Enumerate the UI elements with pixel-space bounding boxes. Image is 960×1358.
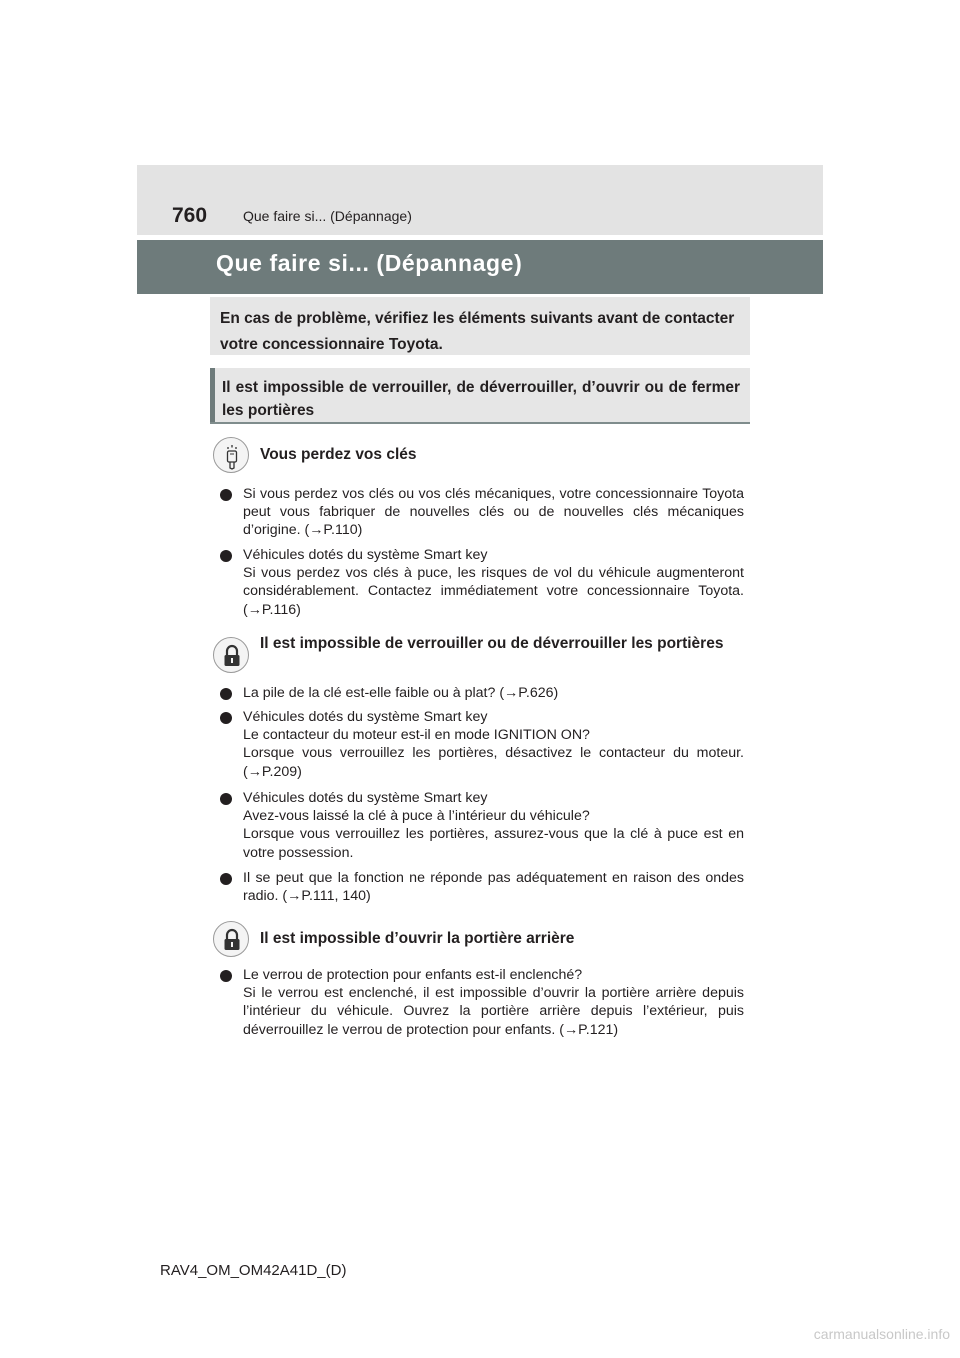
bullet-text: Véhicules dotés du système Smart key Avez-vous laissé la clé à puce à l’intérieur du véhicule? Lorsque vous verrouillez les portières, assurez-vous que la clé à puce est en votre possession. bbox=[243, 790, 744, 861]
key-icon bbox=[213, 437, 249, 473]
bullet-icon bbox=[220, 793, 232, 805]
list-item bbox=[220, 966, 744, 1039]
bullet-icon bbox=[220, 970, 232, 982]
intro-box bbox=[210, 297, 750, 355]
bullet-text: Il se peut que la fonction ne réponde pas adéquatement en raison des ondes radio. (→P.111, 140) bbox=[243, 870, 744, 905]
section-heading: Il est impossible de verrouiller, de déverrouiller, d’ouvrir ou de fermer les portières bbox=[222, 379, 740, 419]
model-code: RAV4_OM_OM42A41D_(D) bbox=[160, 1262, 347, 1279]
list-item bbox=[220, 485, 744, 540]
padlock-icon bbox=[213, 921, 249, 957]
bullet-text: Le verrou de protection pour enfants est-il enclenché? Si le verrou est enclenché, il est impossible d’ouvrir la portière arrière depuis l’intérieur du véhicule. Ouvrez la portière arrière depuis l’extérieur, puis déverrouillez le verrou de protection pour enfants. (→P.121) bbox=[243, 967, 744, 1038]
page-number: 760 bbox=[172, 204, 208, 227]
subsection-heading: Vous perdez vos clés bbox=[260, 446, 417, 463]
bullet-icon bbox=[220, 550, 232, 562]
bullet-icon bbox=[220, 688, 232, 700]
section-heading-box bbox=[210, 368, 750, 424]
list-item bbox=[220, 708, 744, 781]
list-item bbox=[220, 789, 744, 862]
list-item bbox=[220, 684, 744, 702]
running-title: Que faire si... (Dépannage) bbox=[243, 208, 412, 224]
subsection-heading: Il est impossible d’ouvrir la portière arrière bbox=[260, 930, 575, 947]
list-item bbox=[220, 546, 744, 619]
header-bar bbox=[137, 165, 823, 235]
bullet-text: La pile de la clé est-elle faible ou à plat? (→P.626) bbox=[243, 685, 559, 701]
bullet-icon bbox=[220, 712, 232, 724]
bullet-text: Si vous perdez vos clés ou vos clés mécaniques, votre concessionnaire Toyota peut vous fabriquer de nouvelles clés ou de nouvelles clés mécaniques d’origine. (→P.110) bbox=[243, 486, 744, 539]
bullet-text: Véhicules dotés du système Smart key Si vous perdez vos clés à puce, les risques de vol du véhicule augmenteront considérablement. Contactez immédiatement votre concessionnaire Toyota. (→P.116) bbox=[243, 547, 744, 618]
subsection-heading: Il est impossible de verrouiller ou de déverrouiller les portières bbox=[260, 635, 724, 652]
page-title: Que faire si... (Dépannage) bbox=[216, 250, 523, 276]
padlock-icon bbox=[213, 637, 249, 673]
watermark: carmanualsonline.info bbox=[813, 1326, 950, 1342]
intro-text: En cas de problème, vérifiez les éléments suivants avant de contacter votre concessionnaire Toyota. bbox=[220, 310, 735, 353]
bullet-icon bbox=[220, 873, 232, 885]
bullet-text: Véhicules dotés du système Smart key Le contacteur du moteur est-il en mode IGNITION ON? Lorsque vous verrouillez les portières, désactivez le contacteur du moteur. (→P.209) bbox=[243, 709, 744, 780]
list-item bbox=[220, 869, 744, 905]
bullet-icon bbox=[220, 489, 232, 501]
